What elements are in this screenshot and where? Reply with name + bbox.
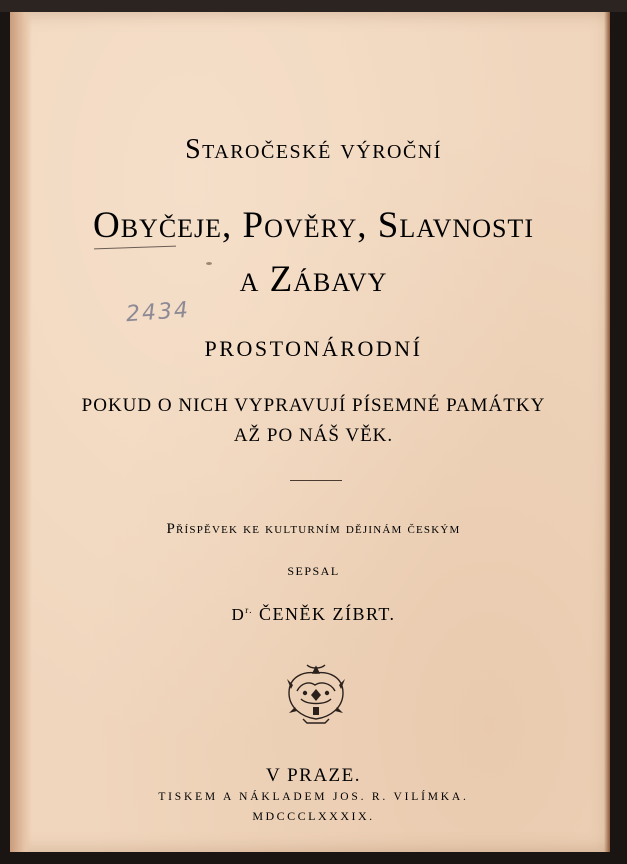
description-line-2: AŽ PO NÁŠ VĚK. [233, 425, 394, 446]
imprint-printer: TISKEM A NÁKLADEM JOS. R. VILÍMKA. [158, 791, 469, 803]
subtitle-line: PROSTONÁRODNÍ [204, 336, 423, 361]
ink-spot [206, 262, 212, 265]
pencil-shelf-number: 2434 [125, 297, 191, 328]
sepsal-line: SEPSAL [287, 564, 340, 578]
imprint-year: MDCCCLXXXIX. [252, 809, 375, 823]
scan-top-border [0, 0, 627, 12]
printer-device-icon [283, 663, 349, 725]
author-line [0, 604, 627, 625]
title-line-2: Obyčeje, Pověry, Slavnosti [93, 205, 534, 246]
author-prefix-sup: r. [245, 605, 253, 615]
author-prefix: D [231, 605, 246, 624]
title-line-1: Staročeské výroční [185, 134, 442, 165]
author-name: ČENĚK ZÍBRT. [258, 604, 396, 624]
description-line-1: POKUD O NICH VYPRAVUJÍ PÍSEMNÉ PAMÁTKY [81, 395, 546, 416]
contribution-line: Příspěvek ke kulturním dějinám českým [166, 521, 461, 537]
title-line-3: a Zábavy [239, 259, 388, 300]
divider-rule [290, 480, 342, 481]
imprint-city: V PRAZE. [265, 765, 362, 786]
